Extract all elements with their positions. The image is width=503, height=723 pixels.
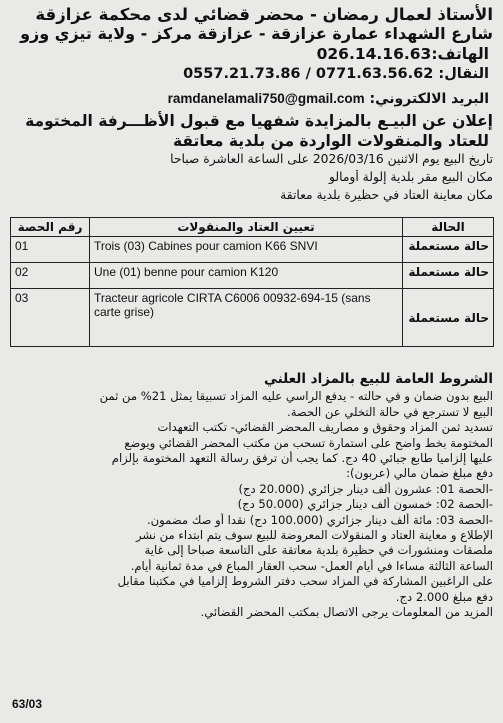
table-row <box>11 237 494 263</box>
condition-line: ملصقات ومنشورات في حظيرة بلدية معاتقة على التاسعة صباحا إلى غاية <box>144 543 493 558</box>
email-label: البريد الالكتروني: <box>369 91 489 107</box>
address-line: شارع الشهداء عمارة عزازقة - عزازقة مركز - ولاية تيزي وزو <box>20 24 493 43</box>
table-row <box>11 289 494 347</box>
conditions-title: الشروط العامة للبيع بالمزاد العلني <box>263 372 493 387</box>
row-description: Tracteur agricole CIRTA C6006 00932-694-15 (sans carte grise) <box>90 289 403 347</box>
sale-place: مكان البيع مقر بلدية إلولة أومالو <box>328 170 493 184</box>
condition-line: على الراغبين المشاركة في المزاد سحب دفتر الشروط إلزاميا في مكتبنا مقابل <box>117 574 493 589</box>
condition-line: -الحصة 03: مائة ألف دينار جزائري (100.000 دج) نقدا أو صك مضمون. <box>146 512 493 527</box>
condition-line: المزيد من المعلومات يرجى الاتصال بمكتب المحضر القضائي. <box>200 605 493 620</box>
page-reference: 63/03 <box>12 697 43 711</box>
email-line <box>6 92 489 107</box>
header-state: الحالة <box>403 218 494 237</box>
email-address: ramdanelamali750@gmail.com <box>167 91 365 106</box>
condition-line: الإطلاع و معاينة العتاد و المنقولات المعروضة للبيع سوف يتم ابتداء من نشر <box>136 528 493 543</box>
condition-line: دفع مبلغ ضمان مالي (عربون): <box>346 466 493 481</box>
condition-line: تسديد ثمن المزاد وحقوق و مصاريف المحضر القضائي- تكتب التعهدات <box>157 420 493 435</box>
condition-line: الساعة الثالثة مساءا في أيام العمل- سحب العقار المباع في مدة ثمانية أيام. <box>130 558 493 573</box>
condition-line: المختومة بخط واضح على استمارة تسحب من مكتب المحضر القضائي ويوضع <box>124 435 493 450</box>
row-lot: 02 <box>11 263 90 289</box>
table-row <box>11 263 494 289</box>
condition-line: -الحصة 01: عشرون ألف دينار جزائري (20.000 دج) <box>238 481 493 496</box>
row-state: حالة مستعملة <box>403 263 494 289</box>
announcement-title-1: إعلان عن البيـع بالمزايدة شفهيا مع قبول الأظـــرفة المختومة <box>25 112 493 130</box>
announcement-title-2: للعتاد والمنقولات الواردة من بلدية معاتقة <box>172 132 489 150</box>
row-state: حالة مستعملة <box>403 237 494 263</box>
condition-line: البيع لا تسترجع في حالة التخلي عن الحصة. <box>287 404 493 419</box>
phone-line: الهاتف:026.14.16.63 <box>316 45 489 63</box>
row-state: حالة مستعملة <box>403 289 494 347</box>
inspection-place: مكان معاينة العتاد في حظيرة بلدية معاتقة <box>280 188 493 202</box>
mobile-line: النقال: 0771.63.56.62 / 0557.21.73.86 <box>183 66 489 82</box>
conditions-section <box>8 372 493 621</box>
header-description: تعيين العتاد والمنقولات <box>90 218 403 237</box>
condition-line: عليها إلزاميا طابع جبائي 40 دج. كما يجب أن ترفق رسالة التعهد المختومة بإلزام <box>111 451 493 466</box>
table-header-row <box>11 218 494 237</box>
row-description: Trois (03) Cabines pour camion K66 SNVI <box>90 237 403 263</box>
lots-table <box>10 217 494 347</box>
condition-line: البيع بدون ضمان و في حالته - يدفع الراسي عليه المزاد تسبيقا يمثل 21% من ثمن <box>99 389 493 404</box>
header-lot: رقم الحصة <box>11 218 90 237</box>
row-lot: 01 <box>11 237 90 263</box>
row-lot: 03 <box>11 289 90 347</box>
condition-line: دفع مبلغ 2.000 دج. <box>395 589 493 604</box>
row-description: Une (01) benne pour camion K120 <box>90 263 403 289</box>
condition-line: -الحصة 02: خمسون ألف دينار جزائري (50.000 دج) <box>237 497 493 512</box>
bailiff-name-line: الأستاذ لعمال رمضان - محضر قضائي لدى محكمة عزازقة <box>35 5 493 24</box>
sale-date: تاريخ البيع يوم الاثنين 2026/03/16 على الساعة العاشرة صباحا <box>170 152 493 166</box>
